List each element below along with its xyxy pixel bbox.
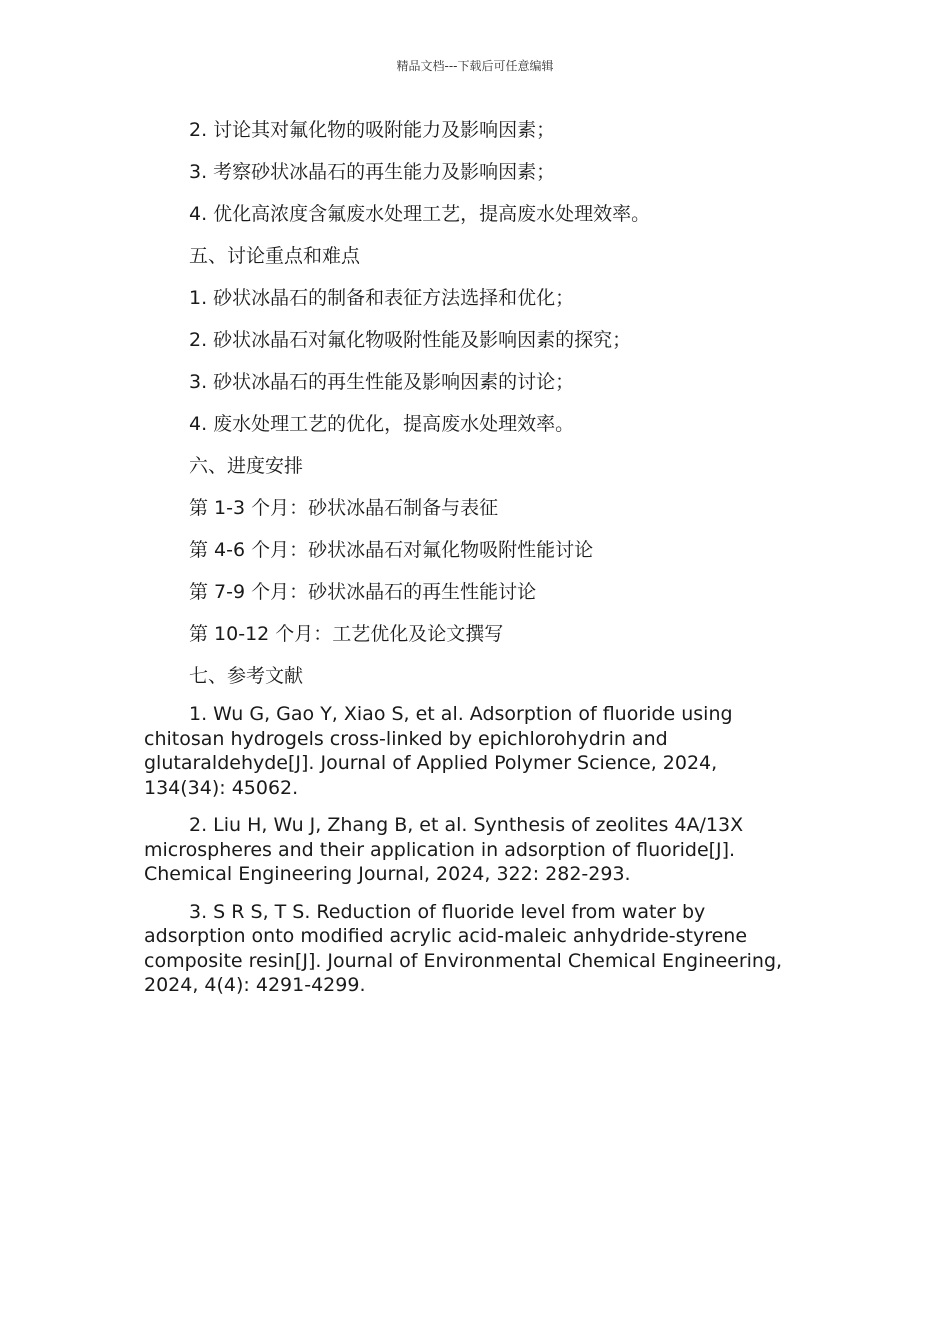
section-heading-key-points: 五、讨论重点和难点	[189, 245, 361, 267]
schedule-item-2: 第 4-6 个月：砂状冰晶石对氟化物吸附性能讨论	[189, 539, 594, 561]
page-header: 精品文档---下载后可任意编辑	[396, 59, 554, 73]
reference-item-1: 1. Wu G, Gao Y, Xiao S, et al. Adsorption of fluoride using chitosan hydrogels cross-linked by epichlorohydrin and glutaraldehyde[J]. Journal of Applied Polymer Science, 2024, 134(34): 45062.	[144, 703, 733, 799]
section-heading-references: 七、参考文献	[189, 665, 304, 687]
reference-item-3: 3. S R S, T S. Reduction of fluoride level from water by adsorption onto modified acrylic acid-maleic anhydride-styrene composite resin[J]. Journal of Environmental Chemical Engineering, 2024, 4(4): 4291-4299.	[144, 900, 783, 996]
schedule-item-1: 第 1-3 个月：砂状冰晶石制备与表征	[189, 497, 499, 519]
section-heading-schedule: 六、进度安排	[189, 455, 304, 477]
key-point-item-3: 3. 砂状冰晶石的再生性能及影响因素的讨论；	[189, 371, 575, 393]
objective-item-2: 2. 讨论其对氟化物的吸附能力及影响因素；	[189, 119, 556, 141]
objective-item-4: 4. 优化高浓度含氟废水处理工艺，提高废水处理效率。	[189, 203, 651, 225]
objective-item-3: 3. 考察砂状冰晶石的再生能力及影响因素；	[189, 161, 556, 183]
document-body	[144, 114, 804, 1011]
reference-item-2: 2. Liu H, Wu J, Zhang B, et al. Synthesis of zeolites 4A/13X microspheres and their application in adsorption of fluoride[J]. Chemical Engineering Journal, 2024, 322: 282-293.	[144, 814, 744, 885]
reference-list	[144, 702, 804, 998]
key-point-item-1: 1. 砂状冰晶石的制备和表征方法选择和优化；	[189, 287, 575, 309]
schedule-item-3: 第 7-9 个月：砂状冰晶石的再生性能讨论	[189, 581, 537, 603]
key-point-item-2: 2. 砂状冰晶石对氟化物吸附性能及影响因素的探究；	[189, 329, 632, 351]
schedule-item-4: 第 10-12 个月：工艺优化及论文撰写	[189, 623, 504, 645]
key-point-item-4: 4. 废水处理工艺的优化，提高废水处理效率。	[189, 413, 575, 435]
